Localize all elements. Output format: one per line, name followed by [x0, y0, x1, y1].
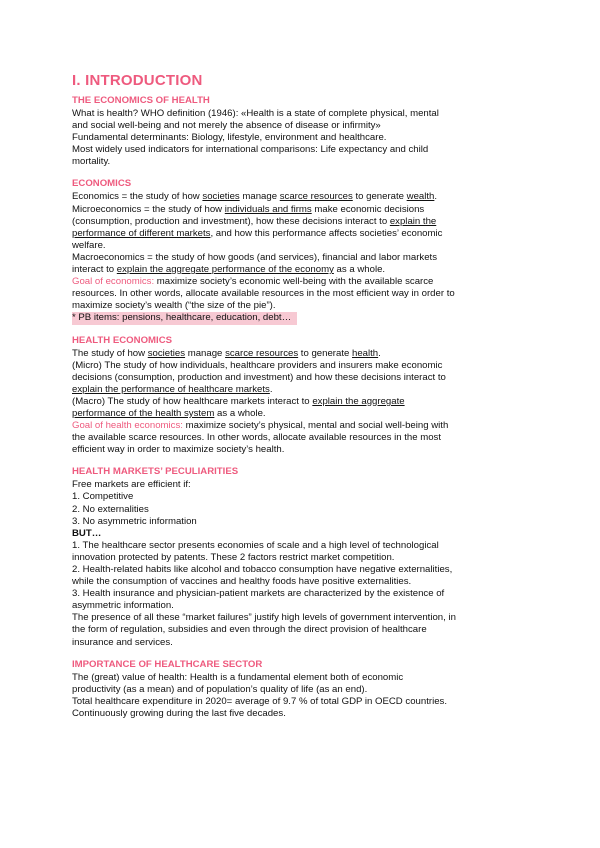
highlighted-note	[72, 312, 530, 324]
text-line: the available scarce resources. In other words, allocate available resources in the most	[72, 432, 442, 444]
underlined-term: individuals and firms	[224, 203, 312, 215]
text-line: Economics = the study of how societies manage scarce resources to generate wealth.	[72, 191, 438, 203]
text-line: interact to explain the aggregate performance of the economy as a whole.	[72, 264, 386, 276]
text-line: (Micro) The study of how individuals, healthcare providers and insurers make economic	[72, 359, 443, 371]
text-line: Total healthcare expenditure in 2020= average of 9.7 % of total GDP in OECD countries.	[72, 695, 447, 707]
text-line: Goal of health economics: maximize society’s physical, mental and social well-being with	[72, 420, 449, 432]
text-line: productivity (as a mean) and of population’s quality of life (as an end).	[72, 683, 368, 695]
text-line: Fundamental determinants: Biology, lifestyle, environment and healthcare.	[72, 132, 387, 144]
goal-label: Goal of health economics:	[72, 420, 183, 432]
text-line: insurance and services.	[72, 636, 173, 648]
underlined-term: explain the	[389, 215, 437, 227]
text-line: innovation protected by patents. These 2 factors restrict market competition.	[72, 551, 395, 563]
text-line: mortality.	[72, 156, 111, 168]
underlined-term: scarce resources	[225, 347, 299, 359]
underlined-term: explain the performance of healthcare markets	[72, 383, 270, 395]
text-line: 1. The healthcare sector presents economies of scale and a high level of technological	[72, 539, 439, 551]
text-line: Free markets are efficient if:	[72, 479, 191, 491]
underlined-term: explain the aggregate	[312, 395, 405, 407]
list-item: 1. Competitive	[72, 491, 134, 503]
text-line: The study of how societies manage scarce resources to generate health.	[72, 347, 381, 359]
section-economics	[72, 178, 530, 324]
section-heading: HEALTH MARKETS’ PECULIARITIES	[72, 466, 239, 478]
section-heading: HEALTH ECONOMICS	[72, 334, 173, 346]
text-line: decisions (consumption, production and investment) and how these decisions interact to	[72, 371, 446, 383]
page-title: I. INTRODUCTION	[72, 72, 203, 89]
text-line: resources. In other words, allocate available resources in the most efficient way in order to	[72, 288, 455, 300]
text-line: (consumption, production and investment), how these decisions interact to explain the	[72, 215, 437, 227]
text-line: and social well-being and not merely the absence of disease or infirmity»	[72, 120, 381, 132]
section-heading: IMPORTANCE OF HEALTHCARE SECTOR	[72, 658, 263, 670]
text-line: 2. Health-related habits like alcohol and tobacco consumption have negative externalities,	[72, 564, 453, 575]
underlined-term: health	[352, 347, 379, 359]
list-item: 2. No externalities	[72, 503, 149, 515]
text-line: What is health? WHO definition (1946): «Health is a state of complete physical, mental	[72, 108, 439, 119]
text-line: Microeconomics = the study of how individuals and firms make economic decisions	[72, 203, 425, 215]
text-line: The presence of all these “market failures” justify high levels of government intervention, in	[72, 612, 456, 624]
underlined-term: societies	[202, 191, 240, 203]
but-label: BUT…	[72, 527, 102, 539]
text-line: welfare.	[72, 239, 106, 251]
text-line: performance of the health system as a whole.	[72, 407, 266, 419]
text-line: 3. Health insurance and physician-patient markets are characterized by the existence of	[72, 588, 445, 600]
section-economics-of-health	[72, 95, 530, 168]
list-item: 3. No asymmetric information	[72, 515, 197, 527]
text-line: the form of regulation, subsidies and even through the direct provision of healthcare	[72, 624, 427, 636]
section-importance-of-healthcare	[72, 659, 530, 720]
text-line: Continuously growing during the last five decades.	[72, 707, 286, 719]
text-line: Most widely used indicators for international comparisons: Life expectancy and child	[72, 144, 429, 156]
section-heading: THE ECONOMICS OF HEALTH	[72, 95, 210, 106]
underlined-term: explain the aggregate performance of the economy	[116, 264, 334, 276]
text-line: while the consumption of vaccines and healthy foods have positive externalities.	[72, 576, 412, 588]
text-line: Goal of economics: maximize society’s economic well-being with the available scarce	[72, 276, 434, 288]
underlined-term: wealth	[406, 191, 435, 203]
section-health-economics	[72, 335, 530, 457]
underlined-term: societies	[147, 347, 186, 359]
underlined-term: performance of the health system	[72, 407, 215, 419]
text-line: Macroeconomics = the study of how goods (and services), financial and labor markets	[72, 251, 438, 263]
text-line: The (great) value of health: Health is a fundamental element both of economic	[72, 671, 404, 683]
underlined-term: performance of different markets	[72, 227, 211, 239]
goal-label: Goal of economics:	[72, 276, 155, 288]
section-health-markets-peculiarities	[72, 466, 530, 648]
highlight: * PB items: pensions, healthcare, education, debt…	[72, 312, 297, 324]
text-line: maximize society’s wealth (“the size of the pie”).	[72, 300, 276, 312]
underlined-term: scarce resources	[279, 191, 353, 203]
text-line: efficient way in order to maximize society’s health.	[72, 444, 285, 456]
text-line: performance of different markets, and how this performance affects societies’ economic	[72, 227, 443, 239]
text-line: (Macro) The study of how healthcare markets interact to explain the aggregate	[72, 395, 405, 407]
text-line: explain the performance of healthcare markets.	[72, 383, 273, 395]
text-line: asymmetric information.	[72, 600, 174, 612]
section-heading: ECONOMICS	[72, 178, 132, 190]
